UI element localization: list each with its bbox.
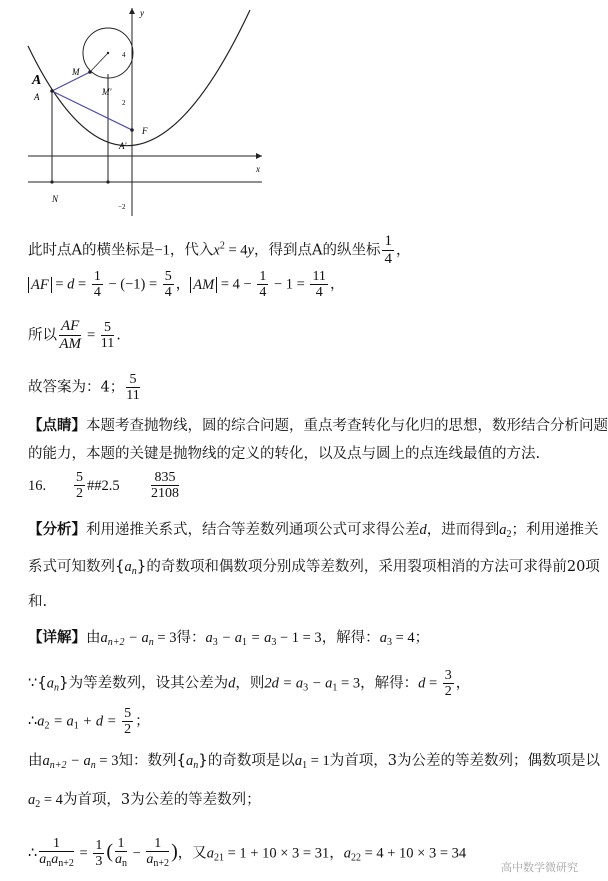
label-N: N (52, 194, 59, 204)
label-F: F (142, 126, 148, 136)
watermark (501, 856, 578, 875)
line-detail-3: $\therefore a_2 = a_1 + d$ = $\frac{5}{2}$ ； (28, 706, 150, 737)
line-point-a-coordinate: 此时点A的横坐标是−1，代入$x^2 = 4y$，得到点A的纵坐标 $\frac{1}{4}$ ， (28, 233, 411, 267)
line-detail-1: 【详解】由$a_{n+2} - a_n = 3$得：$a_3 - a_1 = a_3 - 1 = 3$，解得：$a_3 = 4$； (28, 629, 430, 648)
line-af-am-values: AF = d = $\frac{1}{4}$ − (−1) = $\frac{5}{4}$ ， AM = 4 − $\frac{1}{4}$ − 1 = $\frac{11}{4}$ ， (28, 269, 344, 300)
line-ratio-result: 所以 $\frac{AF}{AM}$ = $\frac{5}{11}$ . (28, 318, 121, 352)
line-detail-2: $\because\{a_n\}$为等差数列，设其公差为d，则$2d = a_3 - a_1 = 3$，解得：d = $\frac{3}{2}$ ， (28, 668, 471, 699)
parabola-curve (28, 10, 250, 146)
line-analysis-2: 系式可知数列$\{a_n\}$的奇数项和偶数项分别成等差数列，采用裂项相消的方法可求得前20项 (28, 557, 600, 577)
point-directrix-dot (106, 180, 109, 183)
point-center-dot (107, 52, 109, 54)
point-F-dot (130, 128, 134, 132)
tick-4: 4 (122, 51, 126, 59)
point-M-dot (88, 70, 92, 74)
segment-A-F (52, 91, 132, 130)
label-A-prime: A' (119, 141, 127, 151)
label-A: A (34, 92, 40, 102)
point-A-dot (50, 89, 54, 93)
segment-A-M (52, 72, 90, 91)
label-y-axis: y (140, 8, 144, 18)
line-analysis-1: 【分析】利用递推关系式，结合等差数列通项公式可求得公差d，进而得到$a_2$；利用递推关 (28, 521, 599, 540)
parabola-circle-figure (22, 2, 272, 220)
line-detail-5: $a_2 = 4$为首项，3为公差的等差数列； (28, 792, 261, 810)
label-A-bold: A (32, 73, 42, 88)
segment-M-center (90, 53, 108, 72)
line-remark-1: 【点睛】本题考查抛物线，圆的综合问题，重点考查转化与化归的思想，数形结合分析问题 (28, 417, 608, 434)
watermark-text: 高中数学微研究 (501, 861, 578, 874)
line-remark-2: 的能力，本题的关键是抛物线的定义的转化，以及点与圆上的点连线最值的方法. (28, 446, 541, 462)
line-detail-6: ∴ $\frac{1}{a_na_{n+2}}$ = $\frac{1}{3}$ ( $\frac{1}{a_n}$ − $\frac{1}{a_{n+2}}$ )，又$a_{21} = 1 + 10 \times 3 = 31$，$a_{22} = 4 + 10 \times 3 = 34$ (28, 836, 467, 869)
fraction-one-quarter: $\frac{1}{4}$ (384, 233, 392, 267)
line-detail-4: 由$a_{n+2} - a_n = 3$知：数列$\{a_n\}$的奇数项是以$a_1 = 1$为首项，3为公差的等差数列；偶数项是以 (28, 751, 600, 771)
point-N-dot (50, 180, 53, 183)
line-answer: 故答案为：4； $\frac{5}{11}$ (28, 372, 140, 403)
tick-neg2: −2 (118, 203, 126, 211)
fraction-reciprocal-product: $\frac{1}{a_na_{n+2}}$ (39, 836, 74, 869)
label-M-prime: M' (102, 87, 112, 97)
line-analysis-3: 和. (28, 594, 48, 610)
label-x-axis: x (256, 164, 260, 174)
tick-2: 2 (122, 99, 126, 107)
line-problem-16-answers: 16. $\frac{5}{2}$ ##2.5 $\frac{835}{2108}$ (28, 470, 179, 501)
label-M: M (72, 67, 80, 77)
